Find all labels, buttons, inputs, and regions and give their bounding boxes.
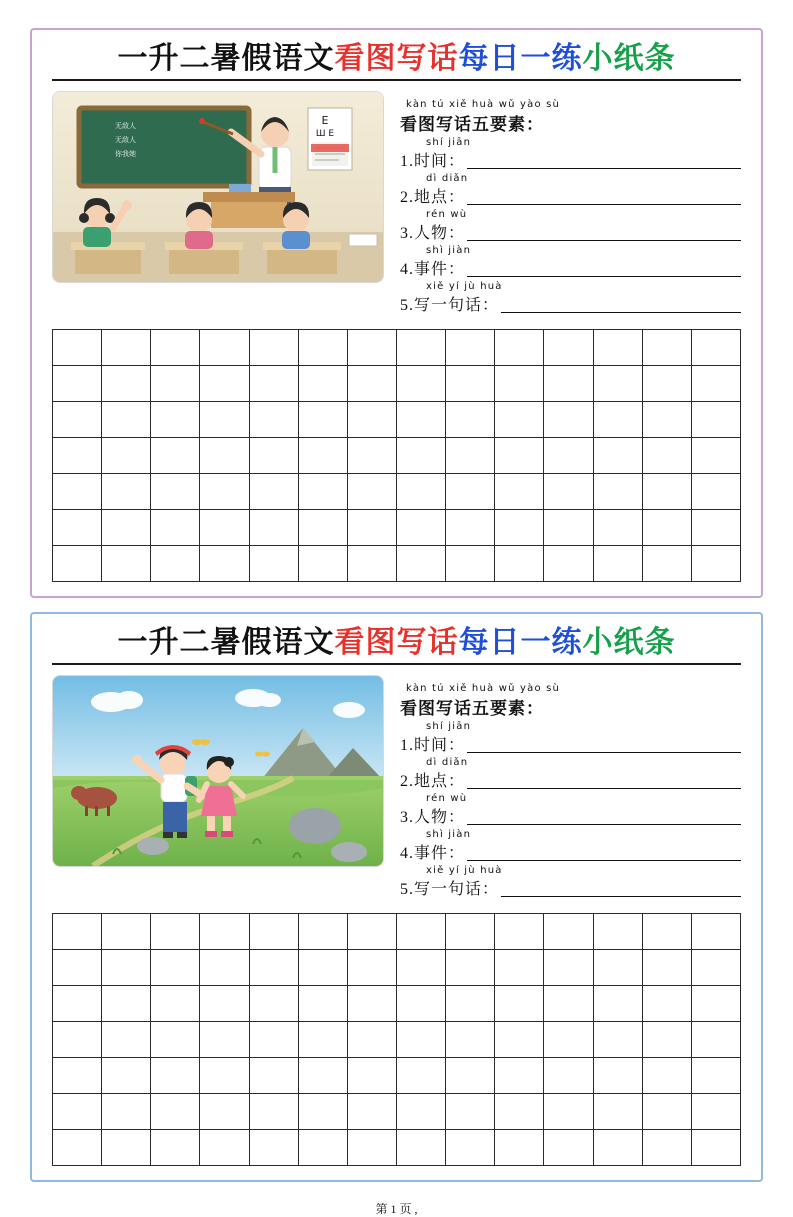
- grid-cell[interactable]: [348, 1022, 397, 1058]
- grid-cell[interactable]: [151, 1130, 200, 1166]
- item-label: 1.时间：: [400, 153, 466, 170]
- grid-cell[interactable]: [102, 546, 151, 582]
- grid-cell[interactable]: [495, 1022, 544, 1058]
- grid-cell[interactable]: [250, 474, 299, 510]
- grid-cell[interactable]: [495, 510, 544, 546]
- grid-cell[interactable]: [53, 438, 102, 474]
- answer-blank-sentence[interactable]: [501, 297, 741, 313]
- grid-cell[interactable]: [544, 1130, 593, 1166]
- element-item-time: [400, 721, 741, 755]
- answer-blank-place[interactable]: [467, 773, 741, 789]
- grid-cell[interactable]: [446, 1130, 495, 1166]
- grid-cell[interactable]: [446, 950, 495, 986]
- grid-cell[interactable]: [643, 950, 692, 986]
- title-part-red: 看图写话: [334, 626, 459, 659]
- grid-cell[interactable]: [446, 1022, 495, 1058]
- grid-cell[interactable]: [692, 510, 741, 546]
- grid-cell[interactable]: [151, 950, 200, 986]
- title-part-black: 一升二暑假语文: [117, 42, 335, 75]
- grid-cell[interactable]: [495, 474, 544, 510]
- grid-cell[interactable]: [200, 950, 249, 986]
- grid-cell[interactable]: [200, 438, 249, 474]
- grid-cell[interactable]: [446, 1094, 495, 1130]
- grid-cell[interactable]: [102, 1022, 151, 1058]
- grid-cell[interactable]: [495, 1130, 544, 1166]
- grid-cell[interactable]: [151, 986, 200, 1022]
- grid-cell[interactable]: [250, 510, 299, 546]
- grid-cell[interactable]: [151, 438, 200, 474]
- grid-cell[interactable]: [53, 510, 102, 546]
- grid-cell[interactable]: [348, 438, 397, 474]
- heading-pinyin: kàn tú xiě huà wǔ yào sù: [406, 99, 561, 110]
- grid-cell[interactable]: [250, 330, 299, 366]
- grid-cell[interactable]: [200, 366, 249, 402]
- item-pinyin: shí jiān: [426, 721, 472, 732]
- item-label: 1.时间：: [400, 737, 466, 754]
- grid-cell[interactable]: [151, 1094, 200, 1130]
- grid-cell[interactable]: [348, 914, 397, 950]
- grid-cell[interactable]: [299, 914, 348, 950]
- grid-cell[interactable]: [397, 950, 446, 986]
- grid-cell[interactable]: [53, 950, 102, 986]
- worksheet-card-1: [30, 28, 763, 598]
- writing-grid-2: [52, 913, 741, 1166]
- grid-cell[interactable]: [643, 402, 692, 438]
- five-elements-block-1: [400, 91, 741, 315]
- item-pinyin: xiě yí jù huà: [426, 281, 503, 292]
- grid-cell[interactable]: [250, 402, 299, 438]
- grid-cell[interactable]: [250, 546, 299, 582]
- grid-cell[interactable]: [692, 1094, 741, 1130]
- grid-cell[interactable]: [200, 1130, 249, 1166]
- heading-text: 看图写话五要素：: [400, 699, 544, 718]
- grid-cell[interactable]: [594, 1058, 643, 1094]
- grid-cell[interactable]: [299, 366, 348, 402]
- grid-cell[interactable]: [594, 510, 643, 546]
- grid-cell[interactable]: [495, 914, 544, 950]
- grid-cell[interactable]: [53, 914, 102, 950]
- answer-blank-time[interactable]: [467, 737, 741, 753]
- element-item-place: [400, 757, 741, 791]
- item-label: 4.事件：: [400, 261, 466, 278]
- grid-cell[interactable]: [348, 546, 397, 582]
- element-item-place: [400, 173, 741, 207]
- worksheet-card-2: [30, 612, 763, 1182]
- grid-cell[interactable]: [544, 914, 593, 950]
- grid-cell[interactable]: [102, 986, 151, 1022]
- element-item-time: [400, 137, 741, 171]
- grid-cell[interactable]: [544, 950, 593, 986]
- grid-cell[interactable]: [200, 1058, 249, 1094]
- grid-cell[interactable]: [594, 474, 643, 510]
- item-pinyin: shì jiàn: [426, 245, 472, 256]
- grid-cell[interactable]: [102, 950, 151, 986]
- grid-cell[interactable]: [397, 402, 446, 438]
- grid-cell[interactable]: [348, 986, 397, 1022]
- svg-text:无敌人: 无敌人: [115, 122, 136, 130]
- answer-blank-event[interactable]: [467, 845, 741, 861]
- five-elements-block-2: [400, 675, 741, 899]
- grid-cell[interactable]: [446, 366, 495, 402]
- grid-cell[interactable]: [495, 986, 544, 1022]
- grid-cell[interactable]: [53, 402, 102, 438]
- grid-cell[interactable]: [692, 914, 741, 950]
- title-part-red: 看图写话: [334, 42, 459, 75]
- grid-cell[interactable]: [594, 546, 643, 582]
- item-pinyin: xiě yí jù huà: [426, 865, 503, 876]
- item-label: 5.写一句话：: [400, 297, 500, 314]
- grid-cell[interactable]: [397, 330, 446, 366]
- grid-cell[interactable]: [643, 1058, 692, 1094]
- grid-cell[interactable]: [446, 914, 495, 950]
- grid-cell[interactable]: [250, 950, 299, 986]
- grid-cell[interactable]: [397, 914, 446, 950]
- grid-cell[interactable]: [348, 510, 397, 546]
- grid-cell[interactable]: [643, 914, 692, 950]
- grid-cell[interactable]: [495, 1058, 544, 1094]
- grid-cell[interactable]: [102, 510, 151, 546]
- grid-cell[interactable]: [544, 330, 593, 366]
- grid-cell[interactable]: [495, 546, 544, 582]
- grid-cell[interactable]: [151, 330, 200, 366]
- item-label: 4.事件：: [400, 845, 466, 862]
- grid-cell[interactable]: [692, 366, 741, 402]
- grid-cell[interactable]: [348, 330, 397, 366]
- grid-cell[interactable]: [299, 402, 348, 438]
- grid-cell[interactable]: [53, 546, 102, 582]
- heading-text: 看图写话五要素：: [400, 115, 544, 134]
- answer-blank-person[interactable]: [467, 225, 741, 241]
- five-elements-heading: [400, 99, 741, 135]
- grid-cell[interactable]: [397, 1130, 446, 1166]
- heading-pinyin: kàn tú xiě huà wǔ yào sù: [406, 683, 561, 694]
- grid-cell[interactable]: [102, 330, 151, 366]
- grid-cell[interactable]: [250, 1058, 299, 1094]
- grid-cell[interactable]: [544, 1094, 593, 1130]
- grid-cell[interactable]: [544, 1022, 593, 1058]
- grid-cell[interactable]: [643, 1022, 692, 1058]
- grid-cell[interactable]: [348, 366, 397, 402]
- grid-cell[interactable]: [495, 950, 544, 986]
- grid-cell[interactable]: [544, 510, 593, 546]
- five-elements-heading: [400, 683, 741, 719]
- grid-cell[interactable]: [299, 510, 348, 546]
- grid-cell[interactable]: [250, 366, 299, 402]
- writing-grid-1: [52, 329, 741, 582]
- svg-text:E: E: [321, 114, 329, 127]
- answer-blank-time[interactable]: [467, 153, 741, 169]
- grid-cell[interactable]: [643, 546, 692, 582]
- grid-cell[interactable]: [446, 330, 495, 366]
- grid-cell[interactable]: [544, 366, 593, 402]
- svg-text:无敌人: 无敌人: [115, 136, 136, 144]
- grid-cell[interactable]: [446, 510, 495, 546]
- grid-cell[interactable]: [200, 986, 249, 1022]
- children-outdoors-illustration: [52, 675, 384, 867]
- answer-blank-place[interactable]: [467, 189, 741, 205]
- item-pinyin: rén wù: [426, 209, 468, 220]
- grid-cell[interactable]: [446, 986, 495, 1022]
- grid-cell[interactable]: [102, 1094, 151, 1130]
- grid-cell[interactable]: [53, 474, 102, 510]
- svg-text:你我她: 你我她: [115, 150, 136, 158]
- grid-cell[interactable]: [151, 402, 200, 438]
- grid-cell[interactable]: [692, 402, 741, 438]
- grid-cell[interactable]: [594, 950, 643, 986]
- grid-cell[interactable]: [397, 1094, 446, 1130]
- grid-cell[interactable]: [151, 914, 200, 950]
- grid-cell[interactable]: [544, 986, 593, 1022]
- grid-cell[interactable]: [692, 950, 741, 986]
- grid-cell[interactable]: [250, 986, 299, 1022]
- svg-text:Ш E: Ш E: [315, 129, 335, 139]
- grid-cell[interactable]: [348, 1058, 397, 1094]
- grid-cell[interactable]: [53, 1022, 102, 1058]
- grid-cell[interactable]: [643, 510, 692, 546]
- grid-cell[interactable]: [200, 1022, 249, 1058]
- grid-cell[interactable]: [446, 474, 495, 510]
- grid-cell[interactable]: [299, 950, 348, 986]
- grid-cell[interactable]: [299, 986, 348, 1022]
- grid-cell[interactable]: [544, 438, 593, 474]
- page-footer: 第 1 页 ,: [375, 1202, 418, 1216]
- title-part-blue: 每日一练: [458, 626, 583, 659]
- worksheet-title-2: [52, 626, 741, 665]
- grid-cell[interactable]: [250, 1130, 299, 1166]
- grid-cell[interactable]: [200, 914, 249, 950]
- grid-cell[interactable]: [594, 1094, 643, 1130]
- grid-cell[interactable]: [53, 366, 102, 402]
- worksheet-body-1: [46, 91, 747, 315]
- grid-cell[interactable]: [643, 438, 692, 474]
- item-label: 2.地点：: [400, 189, 466, 206]
- grid-cell[interactable]: [348, 950, 397, 986]
- grid-cell[interactable]: [151, 366, 200, 402]
- grid-cell[interactable]: [250, 438, 299, 474]
- title-part-green: 小纸条: [582, 626, 676, 659]
- grid-cell[interactable]: [643, 474, 692, 510]
- title-part-blue: 每日一练: [458, 42, 583, 75]
- item-label: 5.写一句话：: [400, 881, 500, 898]
- element-item-person: [400, 793, 741, 827]
- item-label: 3.人物：: [400, 809, 466, 826]
- grid-cell[interactable]: [397, 986, 446, 1022]
- answer-blank-sentence[interactable]: [501, 881, 741, 897]
- grid-cell[interactable]: [544, 474, 593, 510]
- grid-cell[interactable]: [495, 438, 544, 474]
- grid-cell[interactable]: [692, 546, 741, 582]
- grid-cell[interactable]: [299, 1022, 348, 1058]
- grid-cell[interactable]: [151, 474, 200, 510]
- grid-cell[interactable]: [397, 438, 446, 474]
- grid-cell[interactable]: [397, 1058, 446, 1094]
- grid-cell[interactable]: [102, 366, 151, 402]
- grid-cell[interactable]: [250, 1022, 299, 1058]
- grid-cell[interactable]: [495, 330, 544, 366]
- grid-cell[interactable]: [594, 402, 643, 438]
- grid-cell[interactable]: [594, 986, 643, 1022]
- grid-cell[interactable]: [397, 546, 446, 582]
- grid-cell[interactable]: [446, 1058, 495, 1094]
- grid-cell[interactable]: [200, 510, 249, 546]
- grid-cell[interactable]: [151, 1058, 200, 1094]
- grid-cell[interactable]: [348, 474, 397, 510]
- grid-cell[interactable]: [299, 1130, 348, 1166]
- grid-cell[interactable]: [299, 1058, 348, 1094]
- grid-cell[interactable]: [397, 510, 446, 546]
- grid-cell[interactable]: [53, 1058, 102, 1094]
- item-label: 3.人物：: [400, 225, 466, 242]
- worksheet-title-1: [52, 42, 741, 81]
- grid-cell[interactable]: [594, 366, 643, 402]
- grid-cell[interactable]: [151, 510, 200, 546]
- grid-cell[interactable]: [299, 474, 348, 510]
- grid-cell[interactable]: [397, 474, 446, 510]
- grid-cell[interactable]: [348, 1094, 397, 1130]
- element-item-person: [400, 209, 741, 243]
- grid-cell[interactable]: [692, 1058, 741, 1094]
- grid-cell[interactable]: [299, 1094, 348, 1130]
- grid-cell[interactable]: [348, 402, 397, 438]
- grid-cell[interactable]: [594, 438, 643, 474]
- grid-cell[interactable]: [643, 1094, 692, 1130]
- element-item-sentence: [400, 281, 741, 315]
- grid-cell[interactable]: [102, 914, 151, 950]
- grid-cell[interactable]: [200, 474, 249, 510]
- grid-cell[interactable]: [299, 438, 348, 474]
- grid-cell[interactable]: [348, 1130, 397, 1166]
- grid-cell[interactable]: [692, 438, 741, 474]
- grid-cell[interactable]: [594, 1022, 643, 1058]
- grid-cell[interactable]: [692, 330, 741, 366]
- grid-cell[interactable]: [692, 474, 741, 510]
- grid-cell[interactable]: [397, 1022, 446, 1058]
- item-pinyin: rén wù: [426, 793, 468, 804]
- grid-cell[interactable]: [643, 1130, 692, 1166]
- grid-cell[interactable]: [643, 986, 692, 1022]
- grid-cell[interactable]: [102, 402, 151, 438]
- grid-cell[interactable]: [397, 366, 446, 402]
- grid-cell[interactable]: [250, 914, 299, 950]
- grid-cell[interactable]: [299, 330, 348, 366]
- grid-cell[interactable]: [102, 474, 151, 510]
- element-item-event: [400, 245, 741, 279]
- grid-cell[interactable]: [102, 1058, 151, 1094]
- element-item-sentence: [400, 865, 741, 899]
- grid-cell[interactable]: [594, 914, 643, 950]
- grid-cell[interactable]: [446, 438, 495, 474]
- grid-cell[interactable]: [151, 546, 200, 582]
- grid-cell[interactable]: [53, 1130, 102, 1166]
- item-pinyin: dì diǎn: [426, 757, 469, 768]
- item-pinyin: shí jiān: [426, 137, 472, 148]
- answer-blank-event[interactable]: [467, 261, 741, 277]
- grid-cell[interactable]: [151, 1022, 200, 1058]
- item-label: 2.地点：: [400, 773, 466, 790]
- grid-cell[interactable]: [692, 986, 741, 1022]
- grid-cell[interactable]: [495, 402, 544, 438]
- grid-cell[interactable]: [446, 546, 495, 582]
- grid-cell[interactable]: [53, 330, 102, 366]
- title-part-green: 小纸条: [582, 42, 676, 75]
- item-pinyin: dì diǎn: [426, 173, 469, 184]
- classroom-teacher-illustration: [52, 91, 384, 283]
- grid-cell[interactable]: [200, 402, 249, 438]
- element-item-event: [400, 829, 741, 863]
- grid-cell[interactable]: [544, 1058, 593, 1094]
- grid-cell[interactable]: [643, 366, 692, 402]
- grid-cell[interactable]: [299, 546, 348, 582]
- grid-cell[interactable]: [250, 1094, 299, 1130]
- grid-cell[interactable]: [544, 546, 593, 582]
- grid-cell[interactable]: [200, 330, 249, 366]
- grid-cell[interactable]: [53, 1094, 102, 1130]
- grid-cell[interactable]: [643, 330, 692, 366]
- grid-cell[interactable]: [692, 1130, 741, 1166]
- grid-cell[interactable]: [102, 1130, 151, 1166]
- grid-cell[interactable]: [446, 402, 495, 438]
- grid-cell[interactable]: [544, 402, 593, 438]
- grid-cell[interactable]: [102, 438, 151, 474]
- grid-cell[interactable]: [200, 1094, 249, 1130]
- grid-cell[interactable]: [200, 546, 249, 582]
- title-part-black: 一升二暑假语文: [117, 626, 335, 659]
- grid-cell[interactable]: [53, 986, 102, 1022]
- grid-cell[interactable]: [692, 1022, 741, 1058]
- grid-cell[interactable]: [495, 1094, 544, 1130]
- grid-cell[interactable]: [495, 366, 544, 402]
- grid-cell[interactable]: [594, 330, 643, 366]
- grid-cell[interactable]: [594, 1130, 643, 1166]
- answer-blank-person[interactable]: [467, 809, 741, 825]
- item-pinyin: shì jiàn: [426, 829, 472, 840]
- worksheet-body-2: [46, 675, 747, 899]
